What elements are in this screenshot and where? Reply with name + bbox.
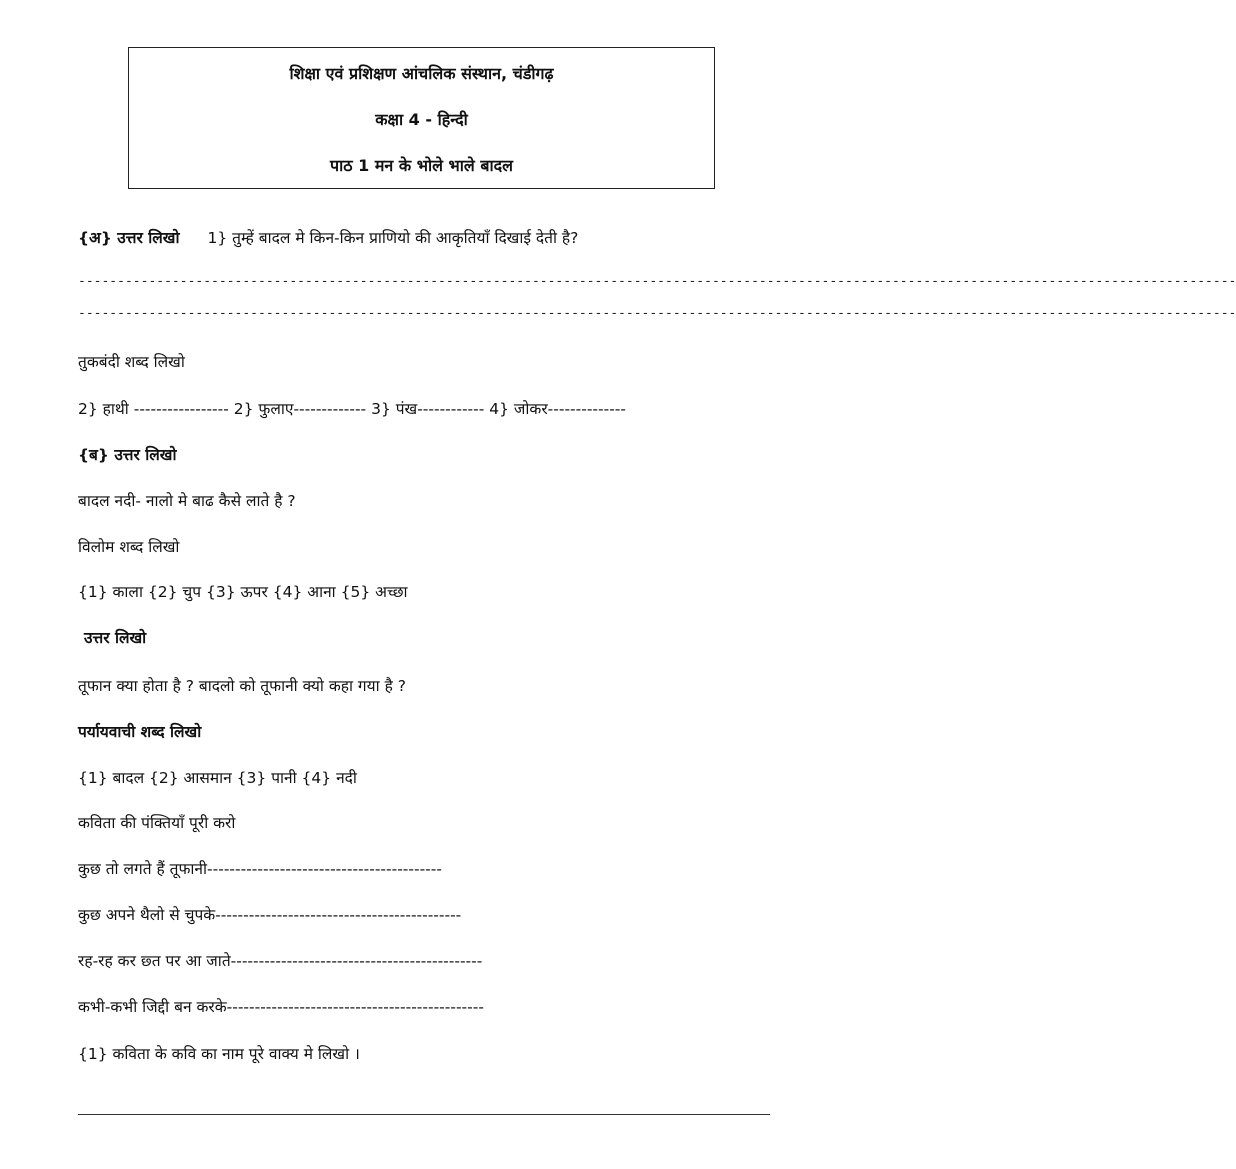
antonyms-heading: विलोम शब्द लिखो <box>78 538 180 556</box>
answer-line-1: ---------------------------------------------------------------------------------------------------------------------------------------------------- <box>78 274 1236 289</box>
antonyms-items: {1} काला {2} चुप {3} ऊपर {4} आना {5} अच्छा <box>78 583 408 601</box>
section-c-question: तूफान क्या होता है ? बादलो को तूफानी क्यो कहा गया है ? <box>78 677 406 695</box>
section-a-heading: {अ} उत्तर लिखो <box>78 229 180 247</box>
rhyme-items: 2} हाथी ----------------- 2} फुलाए------------- 3} पंख------------ 4} जोकर-------------- <box>78 400 626 418</box>
poem-line-4: कभी-कभी जिद्दी बन करके---------------------------------------------- <box>78 998 484 1016</box>
rhyme-heading: तुकबंदी शब्द लिखो <box>78 353 185 371</box>
section-a-row <box>78 226 578 248</box>
poem-final-question: {1} कविता के कवि का नाम पूरे वाक्य मे लिखो । <box>78 1045 360 1063</box>
synonyms-heading: पर्यायवाची शब्द लिखो <box>78 723 202 741</box>
poem-line-1: कुछ तो लगते हैं तूफानी------------------------------------------ <box>78 860 442 878</box>
poem-line-3: रह-रह कर छ्त पर आ जाते--------------------------------------------- <box>78 952 483 970</box>
lesson-title: पाठ 1 मन के भोले भाले बादल <box>330 156 513 175</box>
worksheet-header-box <box>128 47 715 189</box>
institute-name: शिक्षा एवं प्रशिक्षण आंचलिक संस्थान, चंडीगढ़ <box>289 64 554 83</box>
section-b-question: बादल नदी- नालो मे बाढ कैसे लाते है ? <box>78 492 296 510</box>
synonyms-items: {1} बादल {2} आसमान {3} पानी {4} नदी <box>78 769 357 787</box>
class-subject-title: कक्षा 4 - हिन्दी <box>375 110 468 129</box>
section-c-heading: उत्तर लिखो <box>84 629 147 647</box>
section-a-question: 1} तुम्हें बादल मे किन-किन प्राणियो की आकृतियाँ दिखाई देती है? <box>207 229 579 247</box>
section-b-heading: {ब} उत्तर लिखो <box>78 446 177 464</box>
poem-line-2: कुछ अपने थैलो से चुपके-------------------------------------------- <box>78 906 462 924</box>
footer-divider <box>78 1114 770 1115</box>
poem-heading: कविता की पंक्तियाँ पूरी करो <box>78 814 236 832</box>
answer-line-2: ---------------------------------------------------------------------------------------------------------------------------------------------------- <box>78 306 1236 321</box>
